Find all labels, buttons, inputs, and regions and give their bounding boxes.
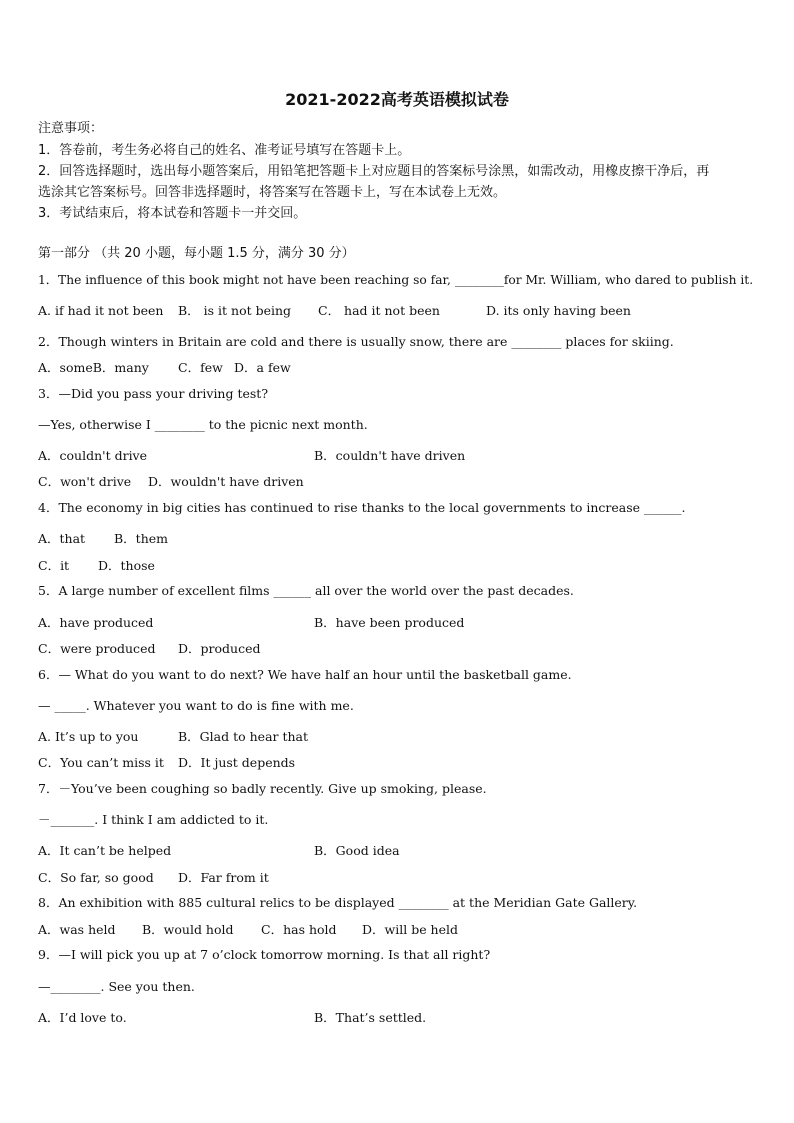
- option-a: A. if had it not been: [38, 303, 164, 318]
- option-b: B．have been produced: [314, 615, 465, 630]
- option-a: A．that: [38, 531, 86, 546]
- option-b: B．them: [114, 531, 169, 546]
- option-c: C．few: [178, 360, 223, 375]
- question-stem: 5．A large number of excellent films ______ all over the world over the past decades.: [38, 583, 574, 598]
- option-a: A. It’s up to you: [38, 729, 139, 744]
- option-c: C．it: [38, 558, 70, 573]
- question-stem-reply: —Yes, otherwise I ________ to the picnic next month.: [38, 417, 368, 432]
- question-stem-reply: －_______. I think I am addicted to it.: [38, 812, 269, 827]
- notice-item: 1．答卷前，考生务必将自己的姓名、准考证号填写在答题卡上。: [38, 143, 411, 158]
- option-d: D．wouldn't have driven: [148, 474, 304, 489]
- option-b: B．would hold: [142, 922, 234, 937]
- option-b: B．That’s settled.: [314, 1010, 427, 1025]
- notice-item: 选涂其它答案标号。回答非选择题时，将答案写在答题卡上，写在本试卷上无效。: [38, 185, 507, 200]
- page-title: 2021-2022高考英语模拟试卷: [285, 90, 509, 109]
- option-c: C．won't drive: [38, 474, 132, 489]
- option-a: A．couldn't drive: [38, 448, 148, 463]
- option-a: A．have produced: [38, 615, 154, 630]
- question-stem: 6．— What do you want to do next? We have half an hour until the basketball game.: [38, 667, 572, 682]
- question-stem: 4．The economy in big cities has continued to rise thanks to the local governments to increase ______.: [38, 500, 686, 515]
- option-d: D．will be held: [362, 922, 459, 937]
- option-a: A．I’d love to.: [38, 1010, 127, 1025]
- question-stem: 2．Though winters in Britain are cold and there is usually snow, there are ________ places for skiing.: [38, 334, 674, 349]
- question-stem: 9．—I will pick you up at 7 o’clock tomorrow morning. Is that all right?: [38, 947, 491, 962]
- option-b: B． is it not being: [178, 303, 292, 318]
- option-b: B．Glad to hear that: [178, 729, 309, 744]
- question-stem: 8．An exhibition with 885 cultural relics to be displayed ________ at the Meridian Gate Gallery.: [38, 895, 638, 910]
- option-d: D．Far from it: [178, 870, 269, 885]
- question-stem: 3．—Did you pass your driving test?: [38, 386, 269, 401]
- option-a: A．It can’t be helped: [38, 843, 172, 858]
- option-d: D．those: [98, 558, 155, 573]
- question-stem-reply: —________. See you then.: [38, 979, 195, 994]
- option-ab: A．someB．many: [38, 360, 149, 375]
- option-d: D．It just depends: [178, 755, 296, 770]
- notice-heading: 注意事项：: [38, 121, 104, 136]
- option-c: C． had it not been: [318, 303, 440, 318]
- question-stem: 1．The influence of this book might not have been reaching so far, ________for Mr. William, who dared to publish it.: [38, 273, 754, 287]
- option-d: D．a few: [234, 360, 291, 375]
- option-b: B．Good idea: [314, 843, 400, 858]
- notice-item: 3．考试结束后，将本试卷和答题卡一并交回。: [38, 206, 307, 221]
- option-d: D．produced: [178, 641, 261, 656]
- question-stem: 7．－You’ve been coughing so badly recently. Give up smoking, please.: [38, 781, 487, 796]
- option-b: B．couldn't have driven: [314, 448, 466, 463]
- option-c: C．has hold: [261, 922, 337, 937]
- option-a: A．was held: [38, 922, 116, 937]
- notice-item: 2．回答选择题时，选出每小题答案后，用铅笔把答题卡上对应题目的答案标号涂黑，如需改动，用橡皮擦干净后，再: [38, 164, 710, 179]
- question-stem-reply: — _____. Whatever you want to do is fine with me.: [38, 698, 354, 713]
- option-d: D. its only having been: [486, 303, 631, 318]
- option-c: C．were produced: [38, 641, 156, 656]
- option-c: C．So far, so good: [38, 870, 154, 885]
- option-c: C．You can’t miss it: [38, 755, 164, 770]
- section-heading: 第一部分 （共 20 小题，每小题 1.5 分，满分 30 分）: [38, 246, 355, 261]
